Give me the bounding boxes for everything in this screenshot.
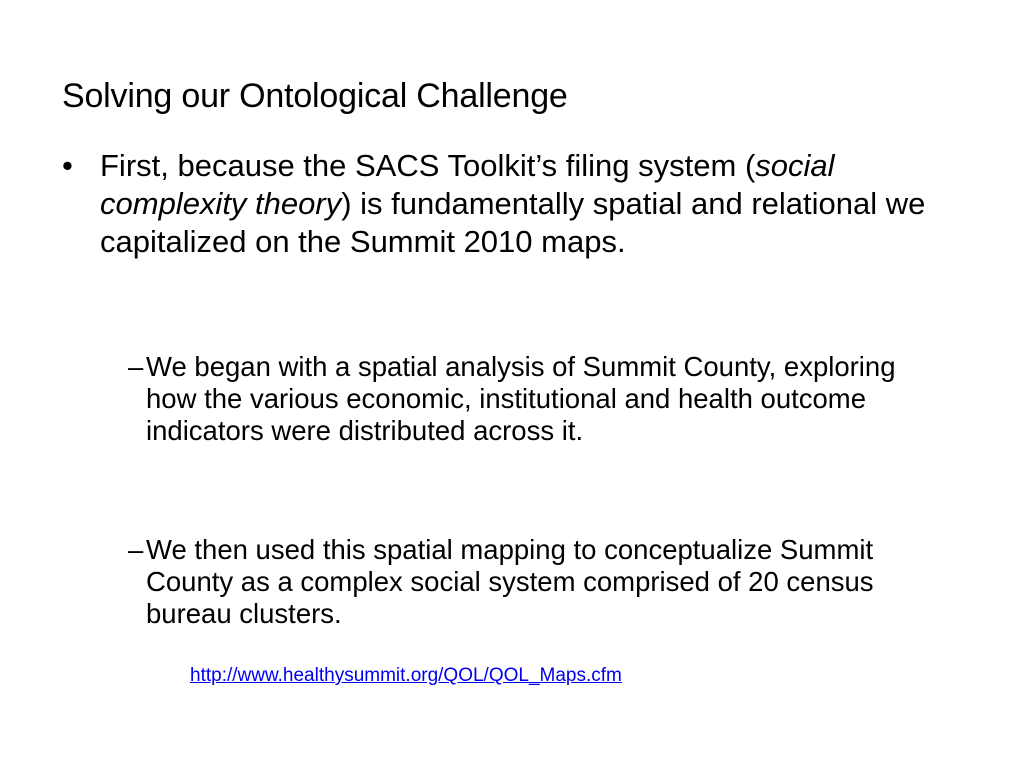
sub-point-2 [128, 534, 948, 630]
bullet-point-1-text-end: ) is fundamentally spatial and relational we capitalized on the Summit 2010 maps. [100, 186, 926, 259]
dash-icon: – [128, 534, 144, 565]
bullet-point-1 [62, 147, 942, 261]
bullet-icon: • [62, 148, 73, 183]
sub-point-1-text: We began with a spatial analysis of Summit County, exploring how the various economic, institutional and health outcome indicators were distributed across it. [146, 351, 896, 446]
dash-icon: – [128, 351, 144, 382]
slide-title: Solving our Ontological Challenge [62, 77, 568, 115]
qol-maps-link[interactable]: http://www.healthysummit.org/QOL/QOL_Maps.cfm [190, 665, 622, 686]
sub-point-2-text: We then used this spatial mapping to conceptualize Summit County as a complex social system comprised of 20 census bureau clusters. [146, 534, 874, 629]
bullet-point-1-italic-term: social complexity theory [100, 148, 835, 221]
bullet-point-1-text [100, 147, 942, 261]
bullet-point-1-text-start: First, because the SACS Toolkit’s filing system ( [100, 148, 756, 183]
sub-point-1 [128, 351, 948, 447]
